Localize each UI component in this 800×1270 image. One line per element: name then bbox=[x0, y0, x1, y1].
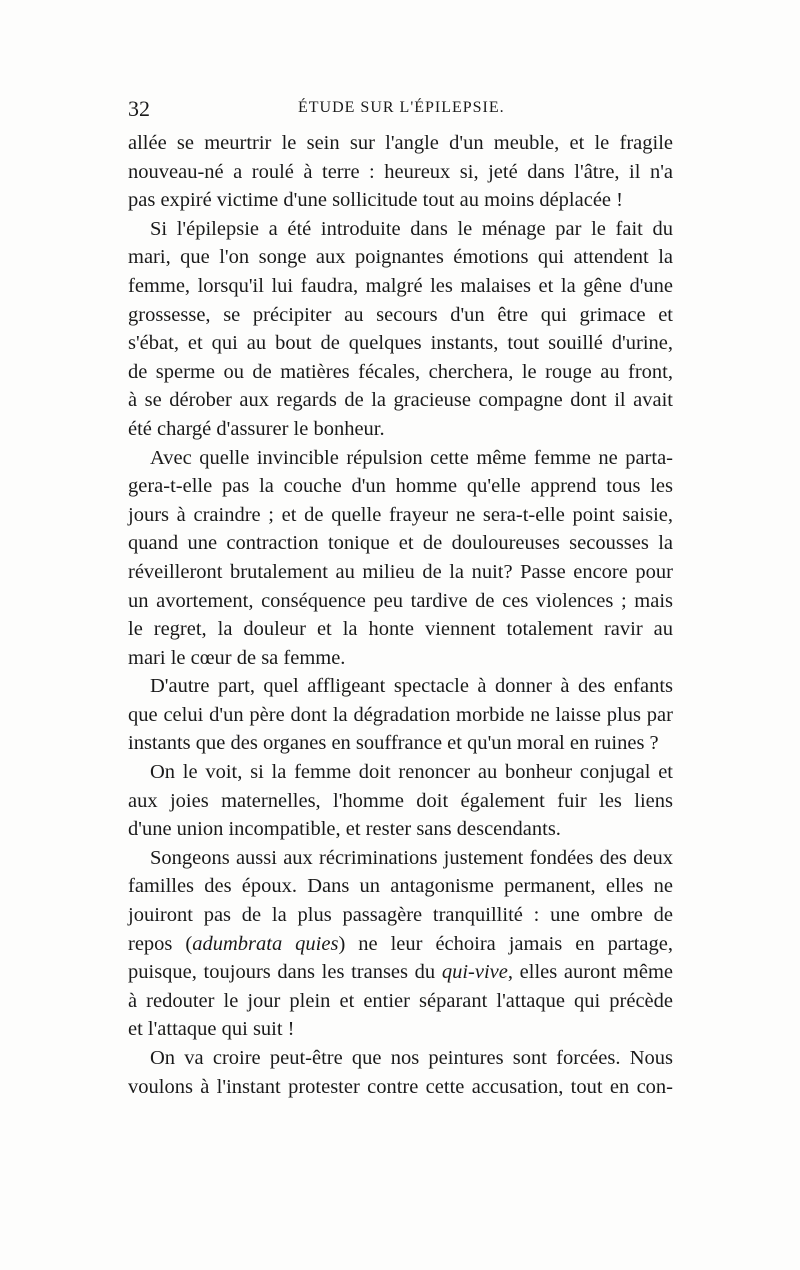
text-line: instants que des organes en souffrance et qu'un moral en ruines ? bbox=[128, 732, 659, 755]
text-fragment: , elles auront même bbox=[507, 961, 673, 984]
text-line: Songeons aussi aux récriminations justement fondées des deux bbox=[150, 846, 673, 869]
italic-phrase: qui-vive bbox=[441, 961, 508, 984]
text-line: voulons à l'instant protester contre cette accusation, tout en con- bbox=[128, 1075, 673, 1098]
text-line: jouiront pas de la plus passagère tranquillité : une ombre de bbox=[128, 904, 673, 927]
text-line: D'autre part, quel affligeant spectacle à donner à des enfants bbox=[150, 675, 673, 698]
text-line: femme, lorsqu'il lui faudra, malgré les malaises et la gêne d'une bbox=[128, 274, 673, 297]
text-line-italic bbox=[128, 958, 673, 987]
text-line: que celui d'un père dont la dégradation morbide ne laisse plus par bbox=[128, 703, 673, 726]
text-line: aux joies maternelles, l'homme doit également fuir les liens bbox=[128, 789, 673, 812]
text-line: grossesse, se précipiter au secours d'un être qui grimace et bbox=[128, 303, 673, 326]
text-line: été chargé d'assurer le bonheur. bbox=[128, 417, 385, 440]
text-line: réveilleront brutalement au milieu de la nuit? Passe encore pour bbox=[128, 560, 673, 583]
running-title: ÉTUDE SUR L'ÉPILEPSIE. bbox=[298, 99, 505, 116]
text-fragment: ) ne leur échoira jamais en partage, bbox=[338, 932, 674, 955]
text-line: gera-t-elle pas la couche d'un homme qu'elle apprend tous les bbox=[128, 475, 673, 498]
text-line: Si l'épilepsie a été introduite dans le ménage par le fait du bbox=[150, 217, 673, 240]
page-number: 32 bbox=[128, 96, 150, 121]
text-line: allée se meurtrir le sein sur l'angle d'un meuble, et le fragile bbox=[128, 132, 673, 154]
text-line: à se dérober aux regards de la gracieuse compagne dont il avait bbox=[128, 389, 673, 412]
text-line: nouveau-né a roulé à terre : heureux si, jeté dans l'âtre, il n'a bbox=[128, 160, 673, 183]
text-line: familles des époux. Dans un antagonisme permanent, elles ne bbox=[128, 875, 673, 898]
text-line: pas expiré victime d'une sollicitude tout au moins déplacée ! bbox=[128, 189, 623, 212]
text-line: Avec quelle invincible répulsion cette même femme ne parta- bbox=[150, 446, 673, 469]
text-line-italic bbox=[128, 930, 673, 959]
text-line: de sperme ou de matières fécales, cherchera, le rouge au front, bbox=[128, 360, 673, 383]
text-line: d'une union incompatible, et rester sans descendants. bbox=[128, 818, 561, 841]
text-line: à redouter le jour plein et entier séparant l'attaque qui précède bbox=[128, 989, 673, 1012]
text-line: et l'attaque qui suit ! bbox=[128, 1018, 295, 1041]
text-fragment: repos ( bbox=[128, 932, 193, 955]
text-line: mari, que l'on songe aux poignantes émotions qui attendent la bbox=[128, 246, 673, 269]
text-line: le regret, la douleur et la honte viennent totalement ravir au bbox=[128, 618, 673, 641]
text-line: un avortement, conséquence peu tardive de ces violences ; mais bbox=[128, 589, 673, 612]
text-line: s'ébat, et qui au bout de quelques instants, tout souillé d'urine, bbox=[128, 332, 673, 355]
page-header bbox=[128, 96, 673, 126]
text-line: On le voit, si la femme doit renoncer au bonheur conjugal et bbox=[150, 761, 673, 784]
text-line: On va croire peut-être que nos peintures sont forcées. Nous bbox=[150, 1047, 673, 1069]
latin-phrase: adumbrata quies bbox=[192, 932, 339, 955]
text-fragment: puisque, toujours dans les transes du bbox=[128, 961, 442, 984]
text-line: quand une contraction tonique et de douloureuses secousses la bbox=[128, 532, 673, 555]
text-line: mari le cœur de sa femme. bbox=[128, 646, 346, 669]
body-text bbox=[128, 129, 673, 1101]
text-line: jours à craindre ; et de quelle frayeur ne sera-t-elle point saisie, bbox=[128, 503, 673, 526]
